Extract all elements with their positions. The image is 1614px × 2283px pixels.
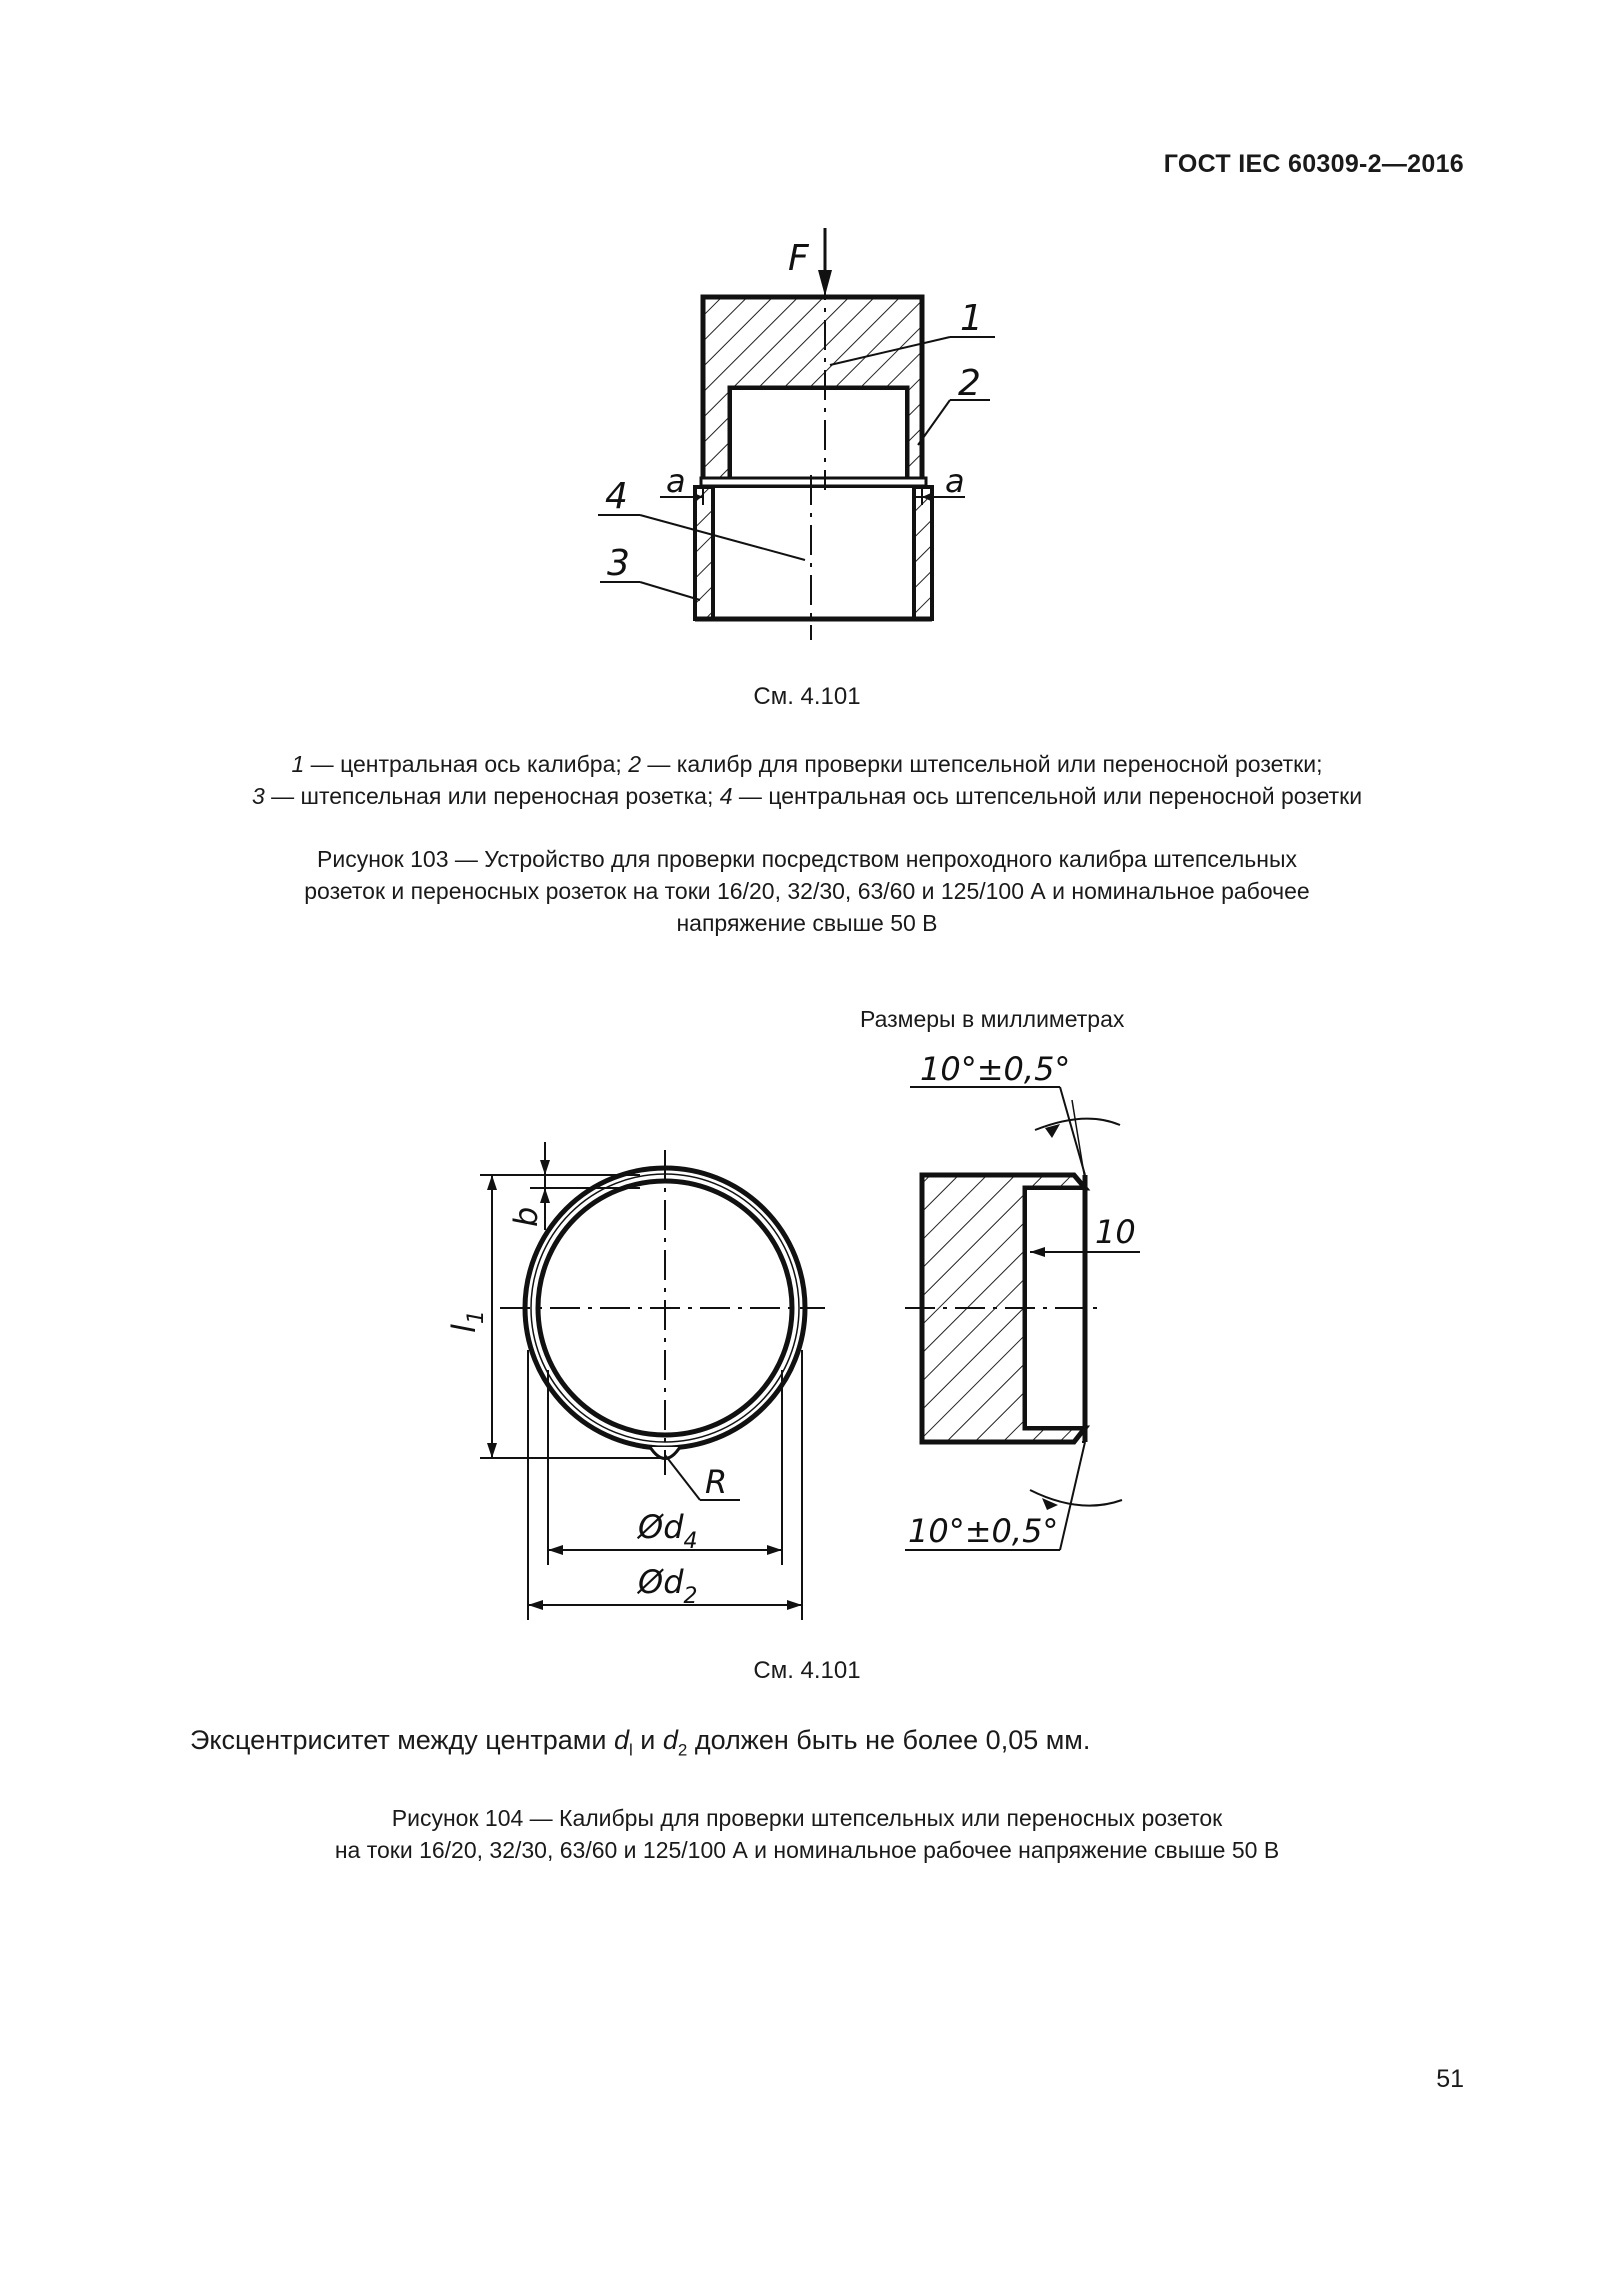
figure-103-drawing	[0, 0, 1614, 680]
figure-103-reference: См. 4.101	[753, 683, 861, 710]
label-force: F	[788, 238, 809, 279]
figure-104-title: Рисунок 104 — Калибры для проверки штепсельных или переносных розеток на токи 16/20, 32/30, 63/60 и 125/100 А и номинальное рабочее напряжение свыше 50 В	[334, 1805, 1280, 1863]
label-b: b	[507, 1206, 545, 1227]
label-2: 2	[958, 363, 981, 404]
legend-line-2: 3 — штепсельная или переносная розетка; 4 — центральная ось штепсельной или переносной розетки	[251, 783, 1363, 809]
legend-line-1: 1 — центральная ось калибра; 2 — калибр для проверки штепсельной или переносной розетки;	[291, 751, 1323, 777]
label-4: 4	[605, 476, 628, 517]
socket-right-wall	[914, 487, 932, 619]
label-a-right: a	[945, 462, 965, 500]
label-angle-bottom: 10°±0,5°	[908, 1512, 1059, 1550]
figure-104-drawing	[0, 1030, 1614, 1650]
label-angle-top: 10°±0,5°	[920, 1050, 1071, 1088]
document-standard-header: ГОСТ IEC 60309-2—2016	[1163, 150, 1464, 178]
figure-104-reference: См. 4.101	[753, 1657, 861, 1684]
gauge-rim	[701, 478, 926, 486]
page-number: 51	[1436, 2065, 1464, 2093]
label-d4: $Ød_4$	[638, 1508, 698, 1554]
eccentricity-note: Эксцентриситет между центрами $d_l$ и $d_2$ должен быть не более 0,05 мм.	[190, 1725, 1091, 1760]
figure-103-title: Рисунок 103 — Устройство для проверки посредством непроходного калибра штепсельных розеток и переносных розеток на токи 16/20, 32/30, 63/60 и 125/100 А и номинальное рабочее напряжение свыше 50 В	[304, 846, 1310, 936]
label-3: 3	[607, 543, 630, 584]
label-1: 1	[960, 298, 983, 339]
label-depth: 10	[1095, 1213, 1136, 1251]
figure-103-legend	[0, 748, 1614, 812]
units-note: Размеры в миллиметрах	[860, 1006, 1125, 1032]
label-l1: $l_1$	[445, 1310, 489, 1333]
label-a-left: a	[666, 462, 686, 500]
label-d2: $Ød_2$	[638, 1563, 698, 1609]
label-R: R	[705, 1463, 728, 1501]
gauge-cavity	[730, 388, 907, 480]
force-arrow	[818, 270, 832, 296]
